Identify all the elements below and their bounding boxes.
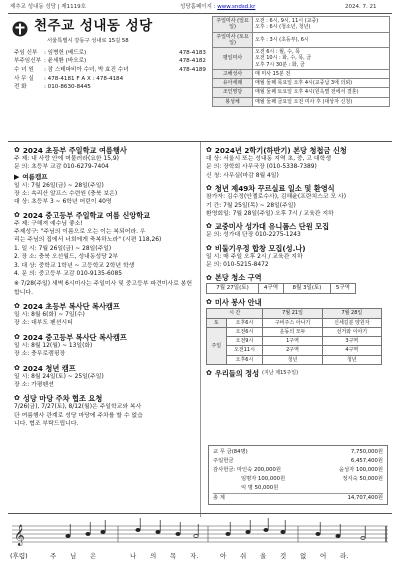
offering-label: 교 무 금(84명) <box>213 449 248 456</box>
body-line: 일 시: 8월 24일(토) ~ 25일(주일) <box>14 373 104 380</box>
flower-icon: ✿ <box>14 210 20 219</box>
offering-label: 익 명 50,000원 <box>241 485 279 492</box>
staff-label: 수 녀 원 <box>14 66 34 73</box>
body-line: 주제성구: "주님의 이름으로 오는 이는 복되어라. 우 <box>14 229 146 235</box>
body-line: 1. 일 시: 7월 26일(금) ~ 28일(주일) <box>14 245 112 252</box>
offering-row <box>213 466 383 475</box>
subsection-title-text: 여름캠프 <box>22 173 48 182</box>
offering-box <box>208 445 388 505</box>
body-line: 대 상: 서울시 또는 성내동 지역 초, 중, 고 대학생 <box>206 156 332 162</box>
section-title-text: 미사 봉사 안내 <box>214 298 262 308</box>
body-line: 주 제: 구해져 예수님 좋소! <box>14 220 83 227</box>
mass-service-row <box>207 346 382 355</box>
col-header: 7월 28일 <box>322 309 381 318</box>
mass-service-head <box>207 309 382 318</box>
flower-icon: ✿ <box>206 368 212 377</box>
offering-amount: 6,457,400원 <box>350 458 383 465</box>
cell: 1구역 <box>263 337 322 346</box>
section-title-text: 청년 제49차 꾸르실료 일소 및 환영식 <box>214 184 335 194</box>
subsection-title <box>14 173 196 182</box>
staff-label: 전 화 <box>14 84 27 91</box>
cell: 신세길분 양원자 <box>322 318 381 327</box>
offering-label: 주일헌금 <box>213 458 234 465</box>
section-title <box>14 211 196 220</box>
schedule-header: 유아세례 <box>213 79 253 88</box>
cell: 청년 <box>263 355 322 364</box>
arrow-icon: ▶ <box>14 172 20 181</box>
top-bar <box>0 0 400 14</box>
church-logo-icon <box>12 21 28 37</box>
staff-label: 주임 신부 <box>14 49 38 56</box>
right-column <box>206 146 392 378</box>
left-column <box>14 146 196 428</box>
staff-value: : 임병헌 (베드로) <box>44 49 87 56</box>
homepage-caption: 성당홈페이지 : <box>180 4 218 10</box>
flower-icon: ✿ <box>206 243 212 252</box>
time-cell: 오후6시 <box>226 355 263 364</box>
row-label: 주일 <box>207 327 227 364</box>
offering-total-row <box>213 493 383 502</box>
body-line: 참가자: 김수정(안젤로수사), 김해윤(프란치스코 모 사) <box>206 194 347 201</box>
offering-amount: 7,750,000원 <box>350 449 383 456</box>
offering-amount: 정지숙 50,000원 <box>342 476 383 483</box>
offering-total-label: 총 계 <box>213 494 225 501</box>
flower-icon: ✿ <box>14 332 20 341</box>
schedule-header: 고해성사 <box>213 69 253 78</box>
section-title <box>206 273 392 282</box>
staff-row <box>14 83 206 92</box>
body-line: 장 소: 대부도 펜션시티 <box>14 320 73 327</box>
offering-label: 감사헌금: 마인숙 200,000원 <box>213 467 281 474</box>
lyric-syllable: 것 <box>280 552 287 560</box>
lyric-syllable: 울 <box>260 552 267 560</box>
mass-service-row <box>207 327 382 336</box>
schedule-value: 매월 둘째 목요일 오후 4시(교중납 3에 의뢰) <box>253 79 390 88</box>
lyric-syllable: 없 <box>300 552 307 560</box>
offering-amount: 윤성자 100,000원 <box>338 467 383 474</box>
body-line: 4. 문 의: 중고등부 교감 010-9135-6085 <box>14 270 122 277</box>
body-line: 대 상: 초등부 3 ~ 6학년 어린이 40명 <box>14 199 112 206</box>
schedule-value: 매월 둘째 금요일 오전 미사 후 (대상자 신청) <box>253 97 390 106</box>
section-title-text: 2024 청년 캠프 <box>22 363 76 373</box>
section-title <box>206 222 392 231</box>
schedule-header: 조인영당 <box>213 88 253 97</box>
section-title <box>14 146 196 155</box>
cleaning-zone: 4구역 <box>258 284 283 294</box>
section-title <box>206 298 392 307</box>
section-title <box>206 369 392 378</box>
body-line: 단 여름행사 관계로 성당 마당에 주차를 할 수 없습 <box>14 412 143 419</box>
section-title <box>14 302 196 311</box>
lyric-syllable: (후렴) <box>10 552 28 560</box>
issue-date: 2024. 7. 21 <box>345 4 377 10</box>
staff-label: 사 무 실 <box>14 75 34 82</box>
staff-tel: 478-4182 <box>179 58 206 65</box>
offering-row <box>213 448 383 457</box>
time-cell: 오전6시 <box>226 327 263 336</box>
body-line: 니다. 협조 부탁드립니다. <box>14 421 79 427</box>
body-line: 문 의: 초등부 교감 010-6279-7404 <box>14 164 109 171</box>
section-subtitle: (지난 제15주일) <box>262 370 299 377</box>
schedule-value: 매월 둘째 토요일 오후 4시(원옥별 전에서 결혼) <box>253 88 390 97</box>
flower-icon: ✿ <box>206 146 212 155</box>
schedule-row <box>213 97 390 106</box>
body-line: 신 청: 사무실(마감 8월 4일) <box>206 172 279 179</box>
cell: 운동의 모두 <box>263 327 322 336</box>
offering-row <box>213 457 383 466</box>
cleaning-zone: 5구역 <box>330 284 355 294</box>
lyric-syllable: 아 <box>220 552 227 560</box>
body-line: 문 의: 장학회 사무국장 (010-5338-7389) <box>206 164 317 171</box>
section-title-text: 비둘기우정 합창 모집(성.나) <box>214 243 306 253</box>
time-cell: 오전11시 <box>226 346 263 355</box>
offering-row <box>213 484 383 493</box>
offering-row <box>213 475 383 484</box>
staff-value: : 478-4181 F A X : 478-4184 <box>44 75 124 82</box>
col-header: 시 간 <box>207 309 263 318</box>
lyric-syllable: 쉬 <box>240 552 247 560</box>
section-title <box>206 184 392 193</box>
lyric-syllable: 은 <box>90 552 97 560</box>
flower-icon: ✿ <box>206 273 212 282</box>
cell: 3구역 <box>322 337 381 346</box>
hymn-lyrics <box>10 552 390 560</box>
flower-icon: ✿ <box>206 298 212 307</box>
body-line: 문 의: 010-5215-8472 <box>206 262 269 268</box>
mass-service-row <box>207 318 382 327</box>
schedule-value: 오후 : 3시 (초등부), 6시 <box>253 32 390 48</box>
schedule-row <box>213 88 390 97</box>
staff-value: : 윤세환 (바오로) <box>44 58 87 65</box>
column-divider <box>200 142 201 517</box>
section-title-text: 2024 초등부 복사단 복사캠프 <box>22 302 120 311</box>
flower-icon: ✿ <box>14 302 20 311</box>
homepage-link[interactable]: www.sndsd.kr <box>217 4 256 10</box>
schedule-value: 매 미사 15분 전 <box>253 69 390 78</box>
time-cell: 오후6시 <box>226 318 263 327</box>
cleaning-table <box>206 283 356 294</box>
time-cell: 오전9시 <box>226 337 263 346</box>
cell: 4구역 <box>322 346 381 355</box>
schedule-header: 봉성체 <box>213 97 253 106</box>
staff-value: : 잠 스테파비아 수녀, 박 효진 수녀 <box>44 66 129 73</box>
section-title-text: 우리들의 정성 <box>214 368 260 378</box>
section-title <box>14 333 196 342</box>
lyric-syllable: 나 <box>130 552 137 560</box>
staff-tel: 478-4183 <box>179 49 206 56</box>
body-line: 일 시: 8월 12(월) ~ 13일(화) <box>14 342 93 349</box>
cell: 청년 <box>322 355 381 364</box>
body-line: 주 제: 내 사랑 안에 머물러라(요한 15,9) <box>14 156 119 162</box>
col-header: 7월 21일 <box>263 309 322 318</box>
body-line: 장 소: 충무로캠핑장 <box>14 351 66 358</box>
schedule-row <box>213 48 390 70</box>
body-line: 7/26(금), 7/27(토), 8/12(월)은 주일학교와 복사 <box>14 404 142 411</box>
offering-label: 임명자 100,000원 <box>241 476 286 483</box>
note-line: ※ 7/28(주일) 새벽 6시미사는 주일미사 및 중고등부 파견미사로 봉헌합니다. <box>14 281 193 296</box>
section-title-text: 교중미사 성가대 유니폼스 단원 모집 <box>214 222 330 232</box>
section-title <box>14 364 196 373</box>
homepage-label <box>180 4 255 11</box>
cell: 선거와 이야기 <box>322 327 381 336</box>
section-title-text: 2024 중고등부 주일학교 여름 신앙학교 <box>22 210 151 220</box>
staff-label: 부주임신부 <box>14 58 42 65</box>
staff-row <box>14 75 206 84</box>
cleaning-date: 7월 27일(토) <box>207 284 259 294</box>
staff-row <box>14 58 206 67</box>
flower-icon: ✿ <box>14 394 20 403</box>
issue-label: 제추교 성내동 성당 | 제1119호 <box>10 4 86 10</box>
schedule-value: 오전 : 6시, 9시, 11시 (교중) 오후 : 6시 (청소년, 청년) <box>253 17 390 33</box>
section-title <box>14 394 196 403</box>
top-divider <box>8 13 392 14</box>
lyric-syllable: 주 <box>50 552 57 560</box>
cleaning-row <box>207 284 356 294</box>
offering-total-amount: 14,707,400원 <box>347 494 383 501</box>
body-line: 일 시: 8월 6(화) ~ 7일(수) <box>14 312 85 318</box>
body-line: 일 시: 매 주일 오후 2시 / 교육관 지하 <box>206 253 303 260</box>
schedule-header: 주일미사 (토요일) <box>213 32 253 48</box>
schedule-header: 평일미사 <box>213 48 253 70</box>
schedule-row <box>213 79 390 88</box>
body-line: 장 소: 가평펜션 <box>14 381 54 388</box>
section-title-text: 본당 청소 구역 <box>214 273 262 283</box>
staff-value: : 010-8630-8445 <box>44 84 91 91</box>
staff-row <box>14 49 206 58</box>
flower-icon: ✿ <box>206 222 212 231</box>
section-title <box>206 244 392 253</box>
church-address: 서울특별시 강동구 성내로 15길 58 <box>47 38 129 44</box>
schedule-value: 오전 6시 : 월, 수, 목 오전 10시 : 화, 수, 목, 금 오후 7시 30분 : 화, 금 <box>253 48 390 70</box>
section-title <box>206 146 392 155</box>
mass-service-table <box>206 308 382 365</box>
lyric-syllable: 의 <box>150 552 157 560</box>
schedule-row <box>213 69 390 78</box>
section-title-text: 2024년 2학기(하반기) 본당 청첩금 신청 <box>214 146 347 155</box>
body-line: 환영회일: 7월 28일(주일) 오후 7시 / 교육관 지하 <box>206 210 334 217</box>
mass-schedule-table <box>212 16 390 107</box>
section-title-text: 2024 초등부 주일학교 여름행사 <box>22 146 127 155</box>
body-line: 일 시: 7월 26일(금) ~ 28일(주일) <box>14 182 104 189</box>
cell: 2구역 <box>263 346 322 355</box>
body-line: 3. 대 상: 중학교 1학년 ~ 고등학교 2학년 학생 <box>14 262 135 269</box>
lyric-syllable: 목 <box>170 552 177 560</box>
body-line: 기 간: 7월 25일(목) ~ 28일(주일) <box>206 202 296 209</box>
cleaning-date: 8월 3일(토) <box>284 284 331 294</box>
cell: 구비주스 아나기 <box>263 318 322 327</box>
church-name: 천주교 성내동 성당 <box>34 18 153 34</box>
lyric-syllable: 자. <box>190 552 199 560</box>
flower-icon: ✿ <box>14 363 20 372</box>
lyric-syllable: 님 <box>70 552 77 560</box>
schedule-row <box>213 32 390 48</box>
svg-text:𝄞: 𝄞 <box>14 525 25 546</box>
schedule-header: 주일미사 (일요일) <box>213 17 253 33</box>
body-line: 2. 장 소: 충북 오선월드, 성내동성당 2부 <box>14 254 119 261</box>
flower-icon: ✿ <box>14 146 20 155</box>
staff-row <box>14 66 206 75</box>
staff-tel: 478-4189 <box>179 66 206 73</box>
mass-service-row <box>207 355 382 364</box>
mass-service-row <box>207 337 382 346</box>
flower-icon: ✿ <box>206 184 212 193</box>
schedule-row <box>213 17 390 33</box>
lyric-syllable: 라. <box>340 552 349 560</box>
lyric-syllable: 어 <box>320 552 327 560</box>
row-label: 토 <box>207 318 227 327</box>
section-title-text: 성당 마당 주차 협조 요청 <box>22 394 103 404</box>
body-line: 문 의: 성가대 단장 010-2275-1243 <box>206 232 301 239</box>
staff-list <box>14 49 206 92</box>
body-line: 장 소: 속리산 알프스 수련원 (충북 보은) <box>14 190 118 197</box>
body-line: 리는 주님의 집에서 너희에게 축복하노라" (시편 118,26) <box>14 237 162 244</box>
section-title-text: 2024 중고등부 복사단 복사캠프 <box>22 332 127 342</box>
